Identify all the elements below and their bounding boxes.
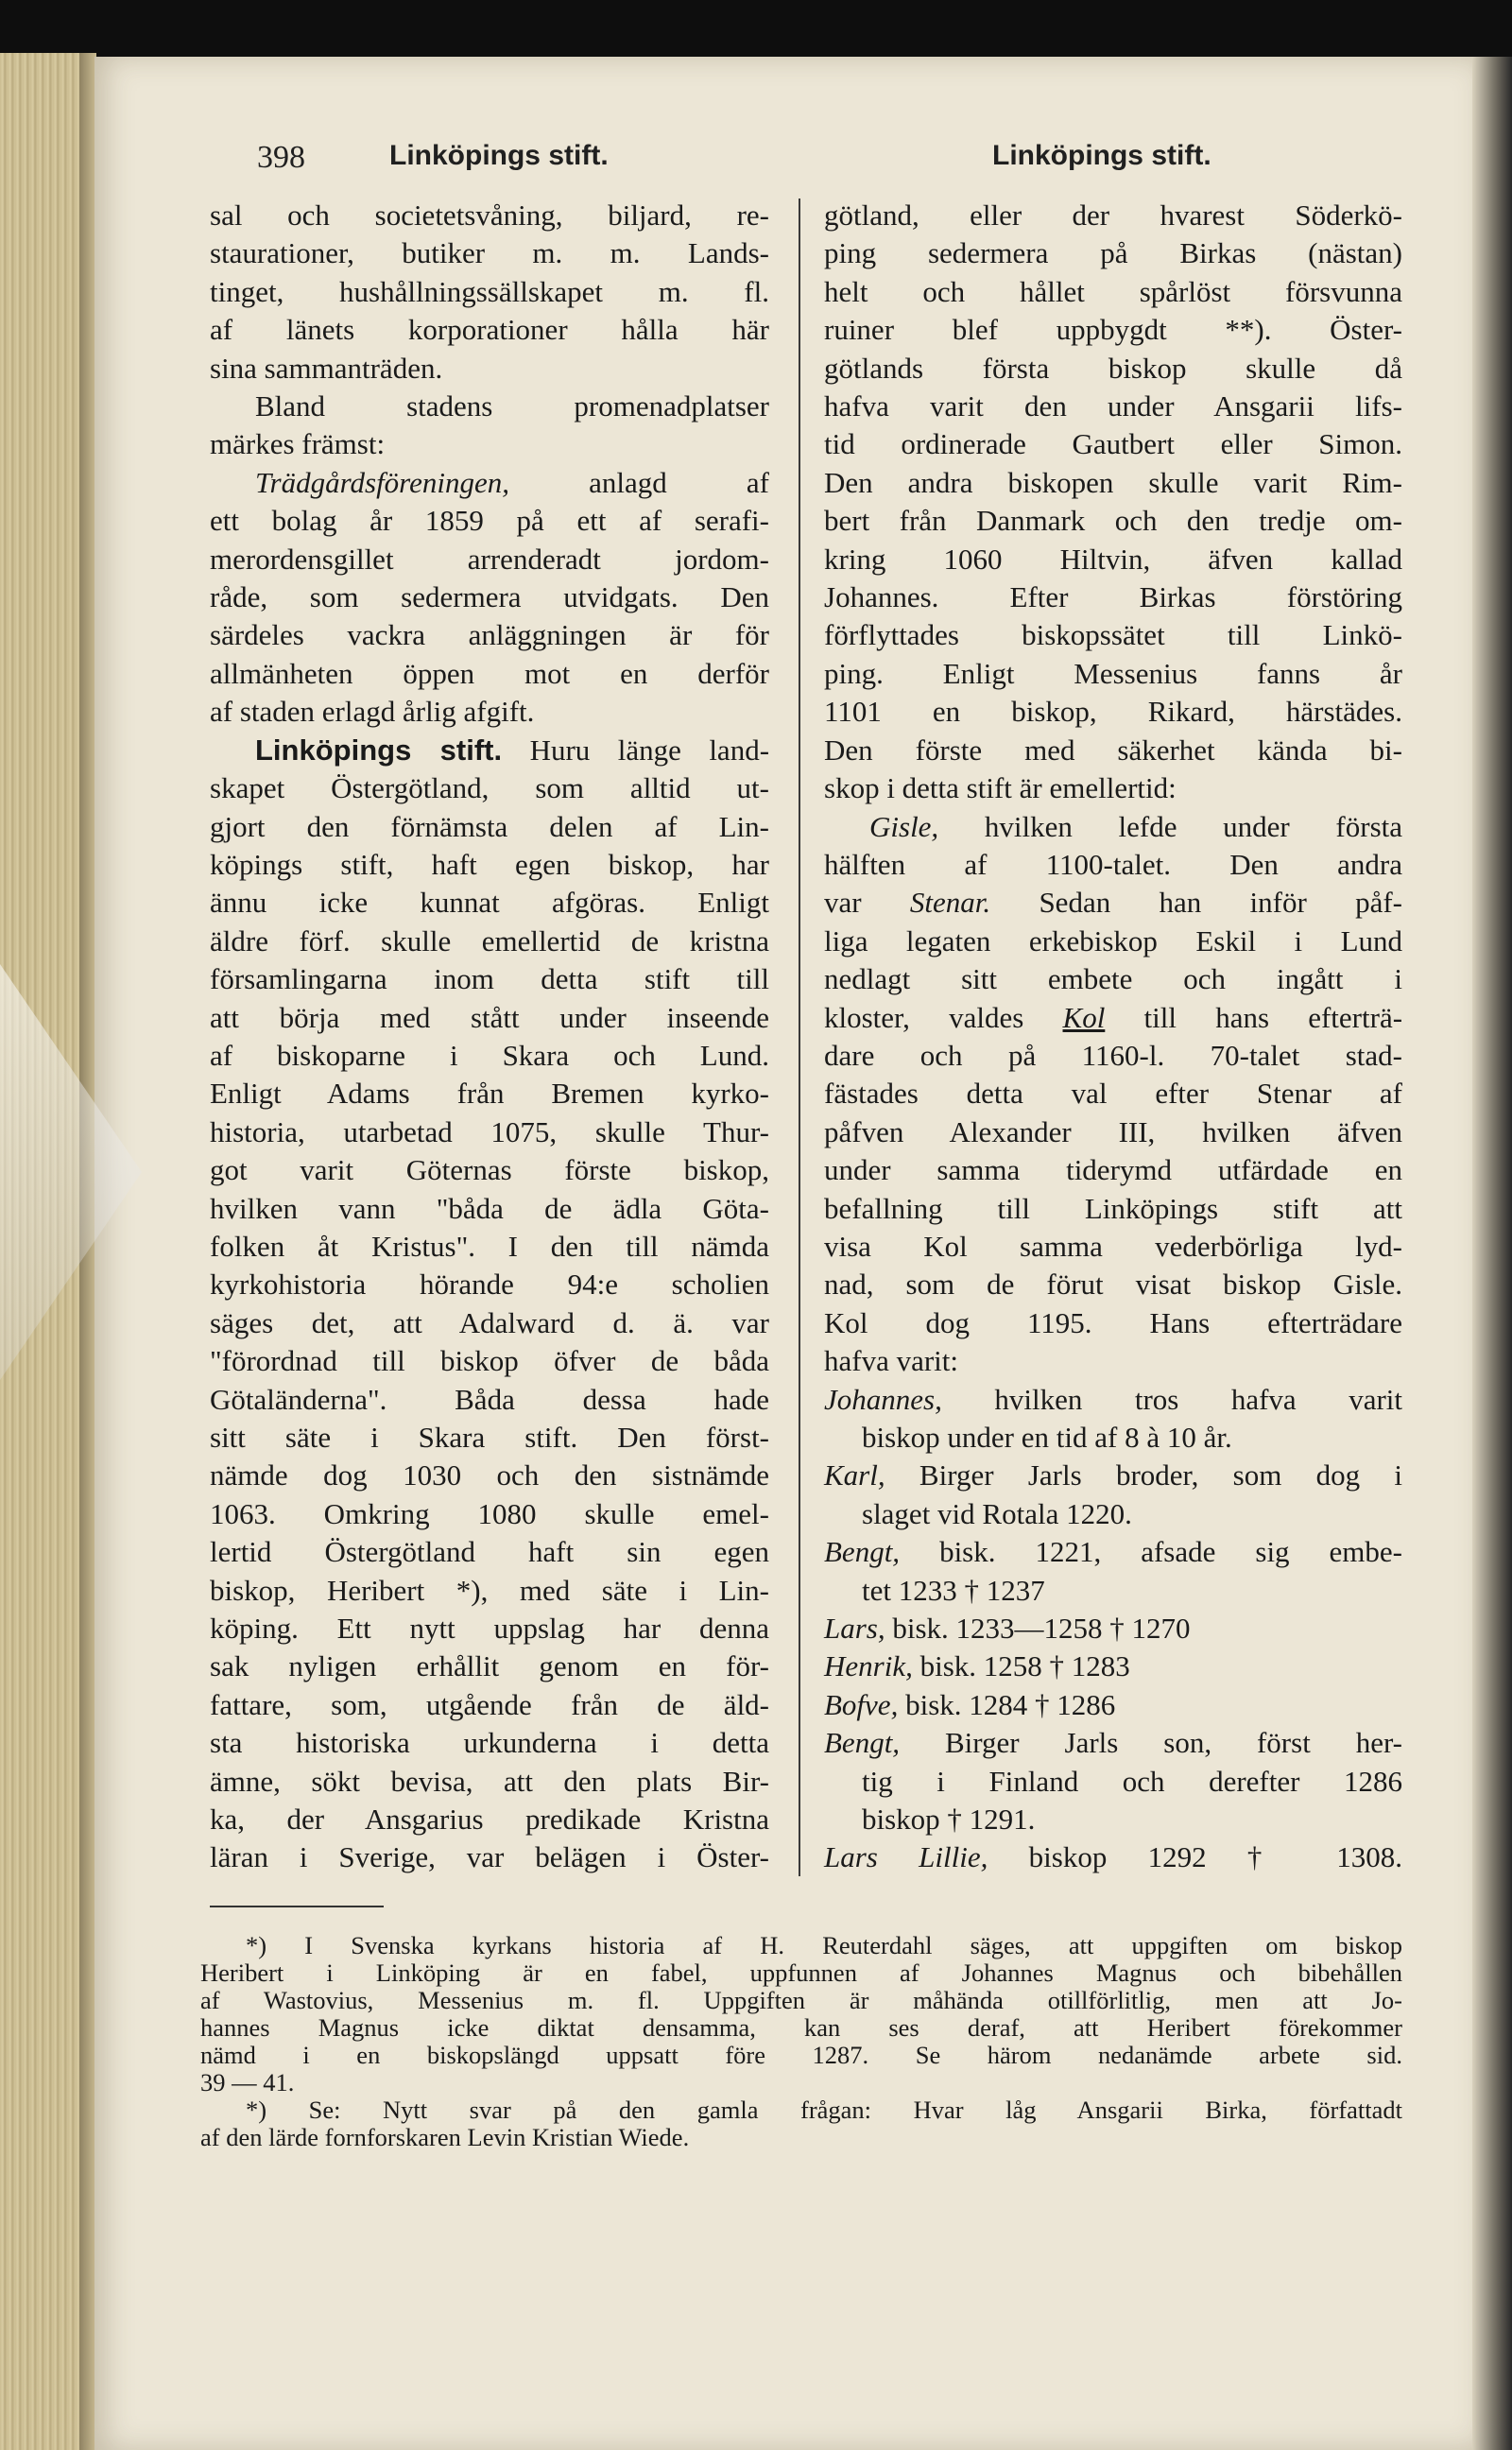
text-line: götland, eller der hvarest Söderkö- bbox=[824, 198, 1402, 232]
footnote-line: nämd i en biskopslängd uppsatt före 1287. Se härom nedanämde arbete sid. bbox=[200, 2041, 1402, 2069]
text-line: lertid Östergötland haft sin egen bbox=[210, 1535, 769, 1569]
text-line: biskop † 1291. bbox=[862, 1803, 1036, 1837]
text-line: sta historiska urkunderna i detta bbox=[210, 1726, 769, 1760]
text-line: Götaländerna". Båda dessa hade bbox=[210, 1382, 769, 1416]
text-line: folken åt Kristus". I den till nämda bbox=[210, 1229, 769, 1263]
section-heading: Linköpings stift. bbox=[255, 733, 503, 767]
text-line: särdeles vackra anläggningen är för bbox=[210, 618, 769, 652]
text-line: under samma tiderymd utfärdade en bbox=[824, 1153, 1402, 1187]
text-line: sak nyligen erhållit genom en för- bbox=[210, 1649, 769, 1683]
bishop-entry: Bengt, Birger Jarls son, först her- bbox=[824, 1726, 1403, 1760]
text-line: säges det, att Adalward d. ä. var bbox=[210, 1305, 769, 1339]
text-line: ett bolag år 1859 på ett af serafi- bbox=[210, 504, 769, 538]
text-line: liga legaten erkebiskop Eskil i Lund bbox=[824, 923, 1402, 958]
text-line: Kol dog 1195. Hans efterträdare bbox=[824, 1305, 1402, 1339]
text-line: att börja med stått under inseende bbox=[210, 1000, 769, 1034]
text-line: dare och på 1160-l. 70-talet stad- bbox=[824, 1038, 1402, 1072]
bishop-name: Lars Lillie, bbox=[824, 1840, 988, 1874]
text-line: Trädgårdsföreningen, anlagd af bbox=[255, 465, 770, 499]
text-line: fattare, som, utgående från de äld- bbox=[210, 1687, 769, 1721]
text-line: påfven Alexander III, hvilken äfven bbox=[824, 1114, 1402, 1148]
text-line: staurationer, butiker m. m. Lands- bbox=[210, 236, 769, 270]
text-line: ruiner blef uppbygdt **). Öster- bbox=[824, 313, 1402, 347]
bishop-name: Bofve, bbox=[824, 1687, 899, 1721]
text-line: äldre förf. skulle emellertid de kristna bbox=[210, 923, 769, 958]
bishop-name: Gisle, bbox=[869, 809, 939, 843]
text-line: hafva varit: bbox=[824, 1344, 959, 1378]
text-line: merordensgillet arrenderadt jordom- bbox=[210, 542, 769, 576]
text-line: Gisle, hvilken lefde under första bbox=[869, 809, 1403, 843]
text-line: sina sammanträden. bbox=[210, 351, 443, 385]
text-line: nämde dog 1030 och den sistnämde bbox=[210, 1458, 769, 1492]
footnote-line: Heribert i Linköping är en fabel, uppfunnen af Johannes Magnus och bibehållen bbox=[200, 1958, 1402, 1987]
bishop-entry: Lars Lillie, biskop 1292 † 1308. bbox=[824, 1840, 1402, 1874]
footnote-line: 39 — 41. bbox=[200, 2068, 295, 2096]
text-line: af staden erlagd årlig afgift. bbox=[210, 695, 535, 729]
text-line: tig i Finland och derefter 1286 bbox=[862, 1764, 1402, 1798]
text-line: slaget vid Rotala 1220. bbox=[862, 1496, 1132, 1530]
bishop-name: Stenar. bbox=[909, 886, 991, 920]
text-line: Enligt Adams från Bremen kyrko- bbox=[210, 1077, 769, 1111]
text-line: af länets korporationer hålla här bbox=[210, 313, 769, 347]
bishop-entry: Johannes, hvilken tros hafva varit bbox=[824, 1382, 1403, 1416]
text-line: nad, som de förut visat biskop Gisle. bbox=[824, 1268, 1402, 1302]
text-line: märkes främst: bbox=[210, 427, 386, 461]
footnote-line: hannes Magnus icke diktat densamma, kan ses deraf, att Heribert förekommer bbox=[200, 2013, 1402, 2042]
text-line: 1063. Omkring 1080 skulle emel- bbox=[210, 1496, 769, 1530]
bishop-name: Lars, bbox=[824, 1612, 885, 1646]
text-line: 1101 en biskop, Rikard, härstädes. bbox=[824, 695, 1402, 729]
bishop-name: Henrik, bbox=[824, 1649, 913, 1683]
text-line: sitt säte i Skara stift. Den först- bbox=[210, 1421, 769, 1454]
text-line: "förordnad till biskop öfver de båda bbox=[210, 1344, 769, 1378]
bishop-name: Bengt, bbox=[824, 1535, 901, 1569]
text-line: hälften af 1100-talet. Den andra bbox=[824, 847, 1402, 881]
bishop-name: Kol bbox=[1062, 1000, 1106, 1034]
column-rule bbox=[799, 198, 800, 1876]
footnote-line: *) Se: Nytt svar på den gamla frågan: Hvar låg Ansgarii Birka, författadt bbox=[246, 2096, 1402, 2124]
text-line: köpings stift, haft egen biskop, har bbox=[210, 847, 769, 881]
text-line: hafva varit den under Ansgarii lifs- bbox=[824, 389, 1402, 423]
footnote-line: *) I Svenska kyrkans historia af H. Reuterdahl säges, att uppgiften om biskop bbox=[246, 1931, 1402, 1959]
footnote-line: af Wastovius, Messenius m. fl. Uppgiften är måhända otillförlitlig, men att Jo- bbox=[200, 1986, 1402, 2014]
text-line: historia, utarbetad 1075, skulle Thur- bbox=[210, 1114, 769, 1148]
text-line: allmänheten öppen mot en derför bbox=[210, 656, 769, 690]
text-line: af biskoparne i Skara och Lund. bbox=[210, 1038, 769, 1072]
book-gutter-shadow bbox=[1472, 57, 1512, 2450]
bishop-entry: Karl, Birger Jarls broder, som dog i bbox=[824, 1458, 1403, 1492]
text-line: kring 1060 Hiltvin, äfven kallad bbox=[824, 542, 1402, 576]
text-line: Bland stadens promenadplatser bbox=[255, 389, 769, 423]
bishop-entry: Lars, bisk. 1233—1258 † 1270 bbox=[824, 1612, 1191, 1646]
left-column bbox=[210, 197, 769, 1877]
text-line: helt och hållet spårlöst försvunna bbox=[824, 274, 1402, 308]
text-line: råde, som sedermera utvidgats. Den bbox=[210, 580, 769, 614]
text-line: Den förste med säkerhet kända bi- bbox=[824, 733, 1402, 767]
text-line: läran i Sverige, var belägen i Öster- bbox=[210, 1840, 769, 1874]
text-line: var Stenar. Sedan han inför påf- bbox=[824, 886, 1403, 920]
text-line: Johannes. Efter Birkas förstöring bbox=[824, 580, 1402, 614]
text-line: ping. Enligt Messenius fanns år bbox=[824, 656, 1402, 690]
text-line: kyrkohistoria hörande 94:e scholien bbox=[210, 1268, 769, 1302]
text-line: biskop, Heribert *), med säte i Lin- bbox=[210, 1573, 769, 1607]
footnote-line: af den lärde fornforskaren Levin Kristian Wiede. bbox=[200, 2123, 690, 2151]
text-line: Den andra biskopen skulle varit Rim- bbox=[824, 465, 1402, 499]
bishop-entry: Bengt, bisk. 1221, afsade sig embe- bbox=[824, 1535, 1402, 1569]
text-line: götlands första biskop skulle då bbox=[824, 351, 1402, 385]
text-line: got varit Göternas förste biskop, bbox=[210, 1153, 769, 1187]
text-line: hvilken vann "båda de ädla Göta- bbox=[210, 1191, 769, 1225]
text-line: befallning till Linköpings stift att bbox=[824, 1191, 1402, 1225]
place-name: Trädgårdsföreningen, bbox=[255, 465, 509, 499]
text-line: gjort den förnämsta delen af Lin- bbox=[210, 809, 769, 843]
text-line: tinget, hushållningssällskapet m. fl. bbox=[210, 274, 769, 308]
bishop-name: Johannes, bbox=[824, 1382, 942, 1416]
running-head-left: Linköpings stift. bbox=[389, 140, 609, 171]
text-line: fästades detta val efter Stenar af bbox=[824, 1077, 1402, 1111]
bishop-name: Karl, bbox=[824, 1458, 885, 1492]
running-head-right: Linköpings stift. bbox=[992, 140, 1211, 171]
text-line: tid ordinerade Gautbert eller Simon. bbox=[824, 427, 1402, 461]
text-line: köping. Ett nytt uppslag har denna bbox=[210, 1612, 769, 1646]
text-line: skapet Östergötland, som alltid ut- bbox=[210, 771, 769, 805]
text-line: sal och societetsvåning, biljard, re- bbox=[210, 198, 769, 232]
text-line: biskop under en tid af 8 à 10 år. bbox=[862, 1421, 1232, 1454]
text-line: ännu icke kunnat afgöras. Enligt bbox=[210, 886, 769, 920]
page-number: 398 bbox=[257, 140, 305, 175]
text-line: ping sedermera på Birkas (nästan) bbox=[824, 236, 1402, 270]
bishop-entry: Henrik, bisk. 1258 † 1283 bbox=[824, 1649, 1130, 1683]
text-line: ka, der Ansgarius predikade Kristna bbox=[210, 1803, 769, 1837]
text-line: kloster, valdes Kol till hans efterträ- bbox=[824, 1000, 1403, 1034]
text-line: Linköpings stift. Huru länge land- bbox=[255, 733, 770, 767]
bishop-entry: Bofve, bisk. 1284 † 1286 bbox=[824, 1687, 1116, 1721]
text-line: skop i detta stift är emellertid: bbox=[824, 771, 1177, 805]
text-line: ämne, sökt bevisa, att den plats Bir- bbox=[210, 1764, 769, 1798]
scan-border bbox=[0, 0, 1512, 59]
text-line: förflyttades biskopssätet till Linkö- bbox=[824, 618, 1402, 652]
right-column bbox=[824, 197, 1402, 1877]
text-line: församlingarna inom detta stift till bbox=[210, 962, 769, 996]
footnotes bbox=[200, 1932, 1402, 2151]
bishop-name: Bengt, bbox=[824, 1726, 901, 1760]
footnote-rule bbox=[210, 1906, 384, 1907]
text-line: tet 1233 † 1237 bbox=[862, 1573, 1045, 1607]
text-line: bert från Danmark och den tredje om- bbox=[824, 504, 1402, 538]
text-line: nedlagt sitt embete och ingått i bbox=[824, 962, 1402, 996]
text-line: visa Kol samma vederbörliga lyd- bbox=[824, 1229, 1402, 1263]
